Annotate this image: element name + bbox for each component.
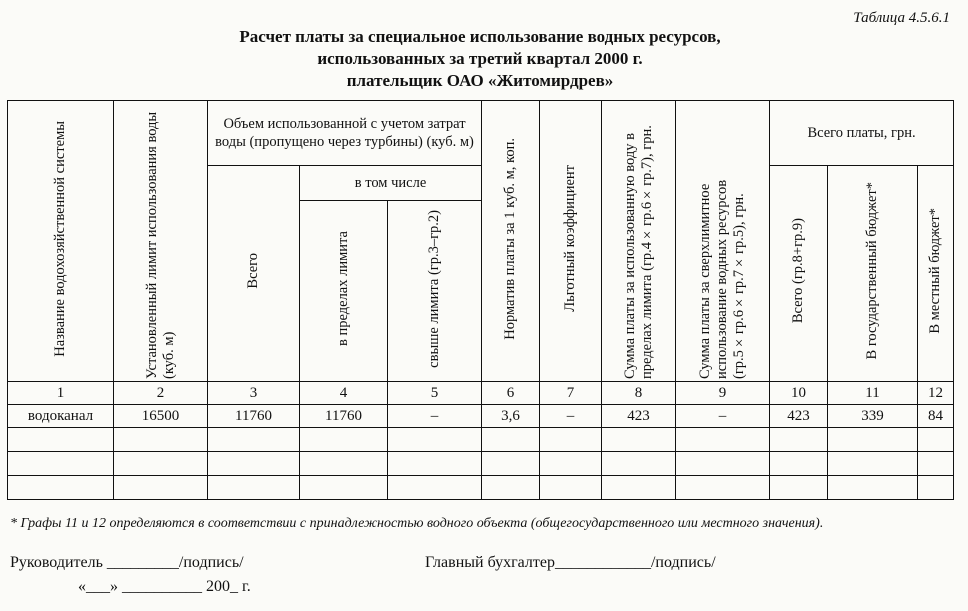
payment-table (7, 100, 954, 500)
column-number: 12 (918, 382, 954, 405)
date-line: «___» __________ 200_ г. (78, 578, 251, 595)
table-number-label: Таблица 4.5.6.1 (853, 10, 950, 26)
empty-row (8, 476, 954, 500)
header-name: Название водохозяйственной системы (8, 101, 114, 382)
accountant-signature-line: Главный бухгалтер____________/подпись/ (425, 554, 716, 571)
title-line-3: плательщик ОАО «Житомирдрев» (346, 71, 614, 90)
header-pay-all: Всего (гр.8+гр.9) (770, 166, 828, 382)
header-pay-total: Всего платы, грн. (770, 101, 954, 166)
column-number: 8 (602, 382, 676, 405)
cell-name: водоканал (8, 405, 114, 428)
header-limit: Установленный лимит использования воды (куб. м) (114, 101, 208, 382)
cell-local-budget: 84 (918, 405, 954, 428)
table-row (8, 405, 954, 428)
header-sum-above: Сумма платы за сверхлимитное использование водных ресурсов (гр.5×гр.6×гр.7×гр.5), грн. (676, 101, 770, 382)
document-title (150, 26, 810, 92)
column-number: 10 (770, 382, 828, 405)
column-number: 2 (114, 382, 208, 405)
cell-sum-above: – (676, 405, 770, 428)
cell-sum-within: 423 (602, 405, 676, 428)
header-norm: Норматив платы за 1 куб. м, коп. (482, 101, 540, 382)
header-state-budget: В государственный бюджет* (828, 166, 918, 382)
cell-above-limit: – (388, 405, 482, 428)
title-line-1: Расчет платы за специальное использование водных ресурсов, (239, 27, 721, 46)
column-number: 1 (8, 382, 114, 405)
header-sum-within: Сумма платы за использованную воду в пределах лимита (гр.4×гр.6×гр.7), грн. (602, 101, 676, 382)
column-number: 3 (208, 382, 300, 405)
header-including: в том числе (300, 166, 482, 201)
header-above-limit: свыше лимита (гр.3–гр.2) (388, 201, 482, 382)
column-number: 7 (540, 382, 602, 405)
cell-total: 11760 (208, 405, 300, 428)
header-local-budget: В местный бюджет* (918, 166, 954, 382)
title-line-2: использованных за третий квартал 2000 г. (317, 49, 643, 68)
header-total: Всего (208, 166, 300, 382)
cell-state-budget: 339 (828, 405, 918, 428)
head-signature-line: Руководитель _________/подпись/ (10, 554, 244, 571)
cell-coef: – (540, 405, 602, 428)
empty-row (8, 452, 954, 476)
header-coef: Льготный коэффициент (540, 101, 602, 382)
empty-row (8, 428, 954, 452)
cell-pay-all: 423 (770, 405, 828, 428)
header-within-limit: в пределах лимита (300, 201, 388, 382)
column-number-row (8, 382, 954, 405)
header-volume: Объем использованной с учетом затрат воды (пропущено через турбины) (куб. м) (208, 101, 482, 166)
cell-norm: 3,6 (482, 405, 540, 428)
column-number: 4 (300, 382, 388, 405)
cell-limit: 16500 (114, 405, 208, 428)
cell-within-limit: 11760 (300, 405, 388, 428)
column-number: 5 (388, 382, 482, 405)
column-number: 9 (676, 382, 770, 405)
column-number: 11 (828, 382, 918, 405)
column-number: 6 (482, 382, 540, 405)
footnote: * Графы 11 и 12 определяются в соответствии с принадлежностью водного объекта (общегосударственного или местного значения). (10, 516, 824, 531)
